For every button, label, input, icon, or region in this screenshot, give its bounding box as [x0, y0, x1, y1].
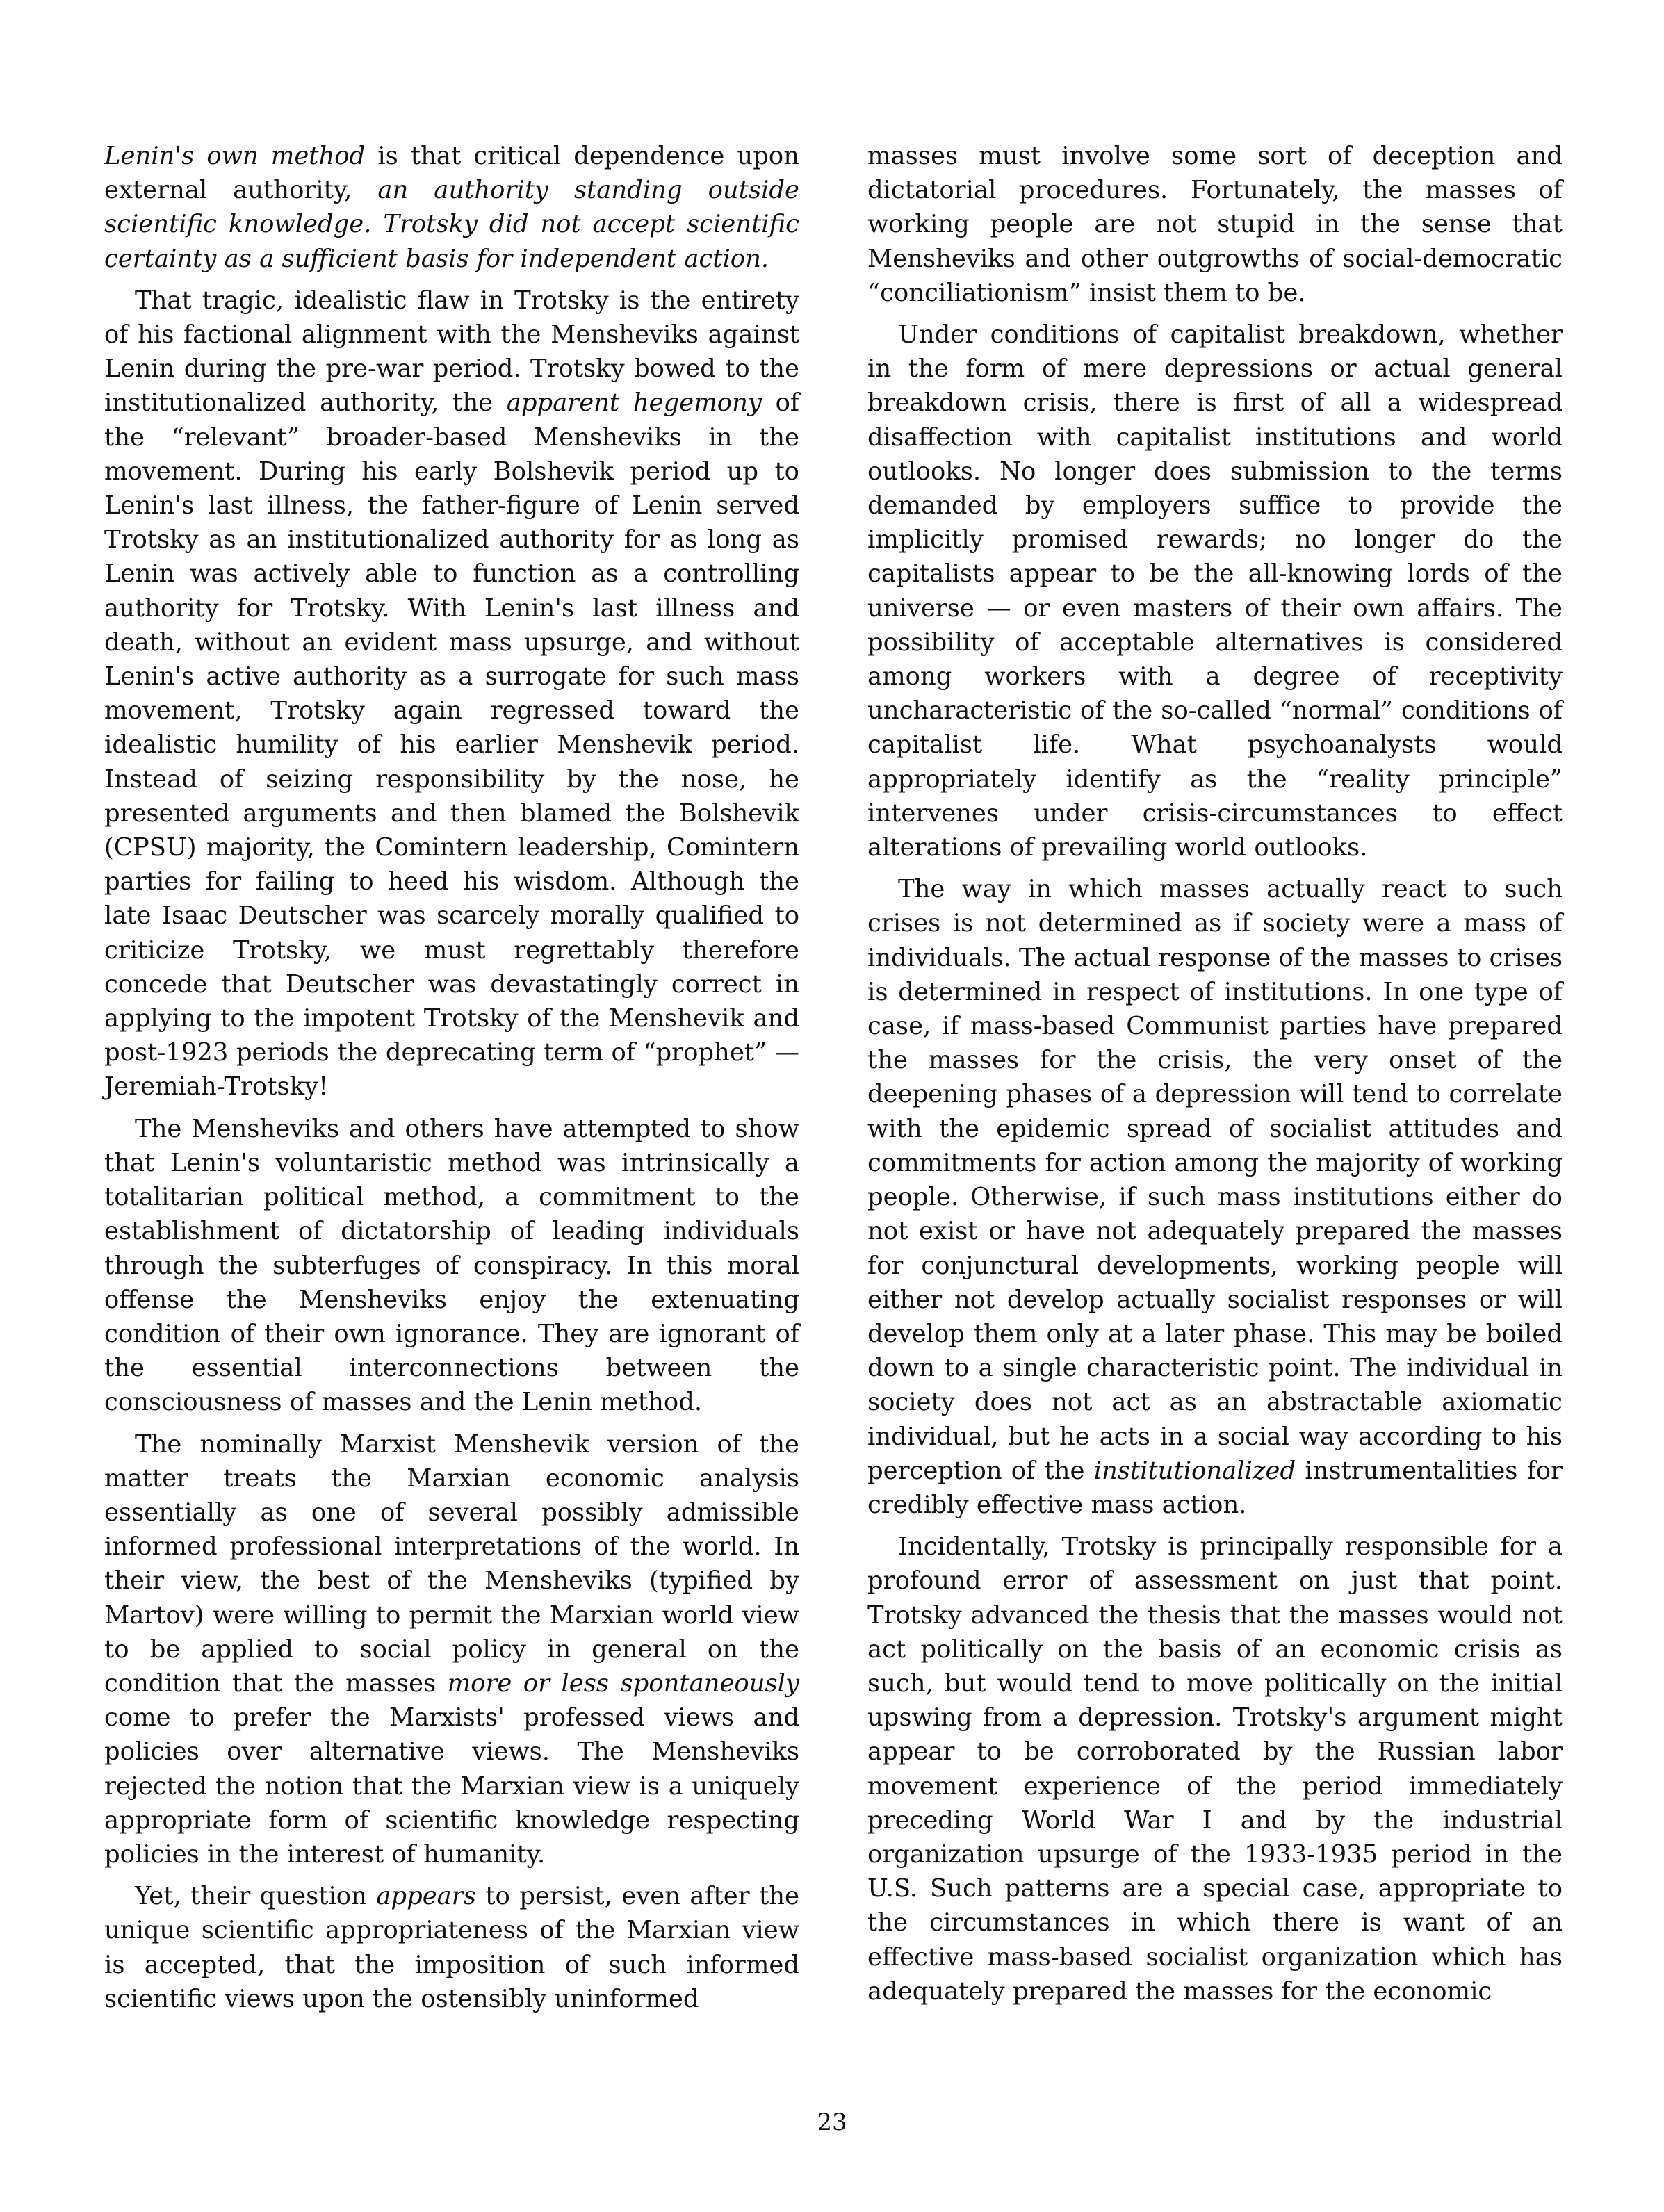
text-run: Yet, their question: [135, 1882, 377, 1911]
paragraph: [104, 1427, 799, 1872]
text-run: institutionalized: [1093, 1456, 1296, 1485]
paragraph: [104, 1879, 799, 2016]
text-run: masses must involve some sort of deception and dictatorial procedures. Fortunately, the masses of working people are not stupid in the sense that Mensheviks and other outgrowths of social-democratic “conciliationism” insist them to be.: [867, 142, 1563, 307]
paragraph: [867, 872, 1563, 1522]
text-run: appears: [376, 1882, 476, 1911]
right-text-column: [867, 139, 1563, 2016]
text-run: Lenin's own method: [104, 142, 366, 170]
text-run: more or less spontaneously: [447, 1669, 799, 1698]
text-run: instrumentalities for credibly effective mass action.: [867, 1456, 1563, 1519]
paragraph: [104, 139, 799, 276]
text-run: come to prefer the Marxists' professed views and policies over alternative views. The Mensheviks rejected the notion that the Marxian view is a uniquely appropriate form of scientific knowledge respecting policies in the interest of humanity.: [104, 1703, 799, 1869]
paragraph: [867, 1530, 1563, 2008]
paragraph: [104, 1112, 799, 1420]
text-run: Under conditions of capitalist breakdown, whether in the form of mere depressions or actual general breakdown crisis, there is first of all a widespread disaffection with capitalist institutions and world outlooks. No longer does submission to the terms demanded by employers suffice to provide the implicitly promised rewards; no longer do the capitalists appear to be the all-knowing lords of the universe — or even masters of their own affairs. The possibility of acceptable alternatives is considered among workers with a degree of receptivity uncharacteristic of the so-called “normal” conditions of capitalist life. What psychoanalysts would appropriately identify as the “reality principle” intervenes under crisis-circumstances to effect alterations of prevailing world outlooks.: [867, 320, 1563, 862]
text-run: The way in which masses actually react to such crises is not determined as if society were a mass of individuals. The actual response of the masses to crises is determined in respect of institutions. In one type of case, if mass-based Communist parties have prepared the masses for the crisis, the very onset of the deepening phases of a depression will tend to correlate with the epidemic spread of socialist attitudes and commitments for action among the majority of working people. Otherwise, if such mass institutions either do not exist or have not adequately prepared the masses for conjunctural developments, working people will either not develop actually socialist responses or will develop them only at a later phase. This may be boiled down to a single characteristic point. The individual in society does not act as an abstractable axiomatic individual, but he acts in a social way according to his perception of the: [867, 875, 1563, 1485]
text-run: The nominally Marxist Menshevik version of the matter treats the Marxian economic analysis essentially as one of several possibly admissible informed professional interpretations of the world. In their view, the best of the Mensheviks (typified by Martov) were willing to permit the Marxian world view to be applied to social policy in general on the condition that the masses: [104, 1429, 799, 1698]
text-run: an authority standing outside scientific knowledge. Trotsky did not accept scientific certainty as a sufficient basis for independent action.: [104, 176, 799, 273]
paragraph: [104, 284, 799, 1104]
text-run: of the “relevant” broader-based Mensheviks in the movement. During his early Bolshevik period up to Lenin's last illness, the father-figure of Lenin served Trotsky as an institutionalized authority for as long as Lenin was actively able to function as a controlling authority for Trotsky. With Lenin's last illness and death, without an evident mass upsurge, and without Lenin's active authority as a surrogate for such mass movement, Trotsky again regressed toward the idealistic humility of his earlier Menshevik period. Instead of seizing responsibility by the nose, he presented arguments and then blamed the Bolshevik (CPSU) majority, the Comintern leadership, Comintern parties for failing to heed his wisdom. Although the late Isaac Deutscher was scarcely morally qualified to criticize Trotsky, we must regrettably therefore concede that Deutscher was devastatingly correct in applying to the impotent Trotsky of the Menshevik and post-1923 periods the deprecating term of “prophet” — Jeremiah-Trotsky!: [104, 388, 799, 1101]
text-run: is that critical dependence upon external authority,: [104, 142, 799, 205]
text-run: to persist, even after the unique scientific appropriateness of the Marxian view is accepted, that the imposition of such informed scientific views upon the ostensibly uninformed: [104, 1882, 799, 2013]
text-run: That tragic, idealistic flaw in Trotsky is the entirety of his factional alignment with the Mensheviks against Lenin during the pre-war period. Trotsky bowed to the institutionalized authority, the: [104, 286, 799, 418]
text-run: The Mensheviks and others have attempted to show that Lenin's voluntaristic method was intrinsically a totalitarian political method, a commitment to the establishment of dictatorship of leading individuals through the subterfuges of conspiracy. In this moral offense the Mensheviks enjoy the extenuating condition of their own ignorance. They are ignorant of the essential interconnections between the consciousness of masses and the Lenin method.: [104, 1114, 799, 1417]
paragraph: [867, 318, 1563, 865]
left-text-column: [104, 139, 799, 2024]
text-run: apparent hegemony: [506, 388, 762, 418]
paragraph: [867, 139, 1563, 310]
text-run: Incidentally, Trotsky is principally responsible for a profound error of assessment on just that point. Trotsky advanced the thesis that the masses would not act politically on the basis of an economic crisis as such, but would tend to move politically on the initial upswing from a depression. Trotsky's argument might appear to be corroborated by the Russian labor movement experience of the period immediately preceding World War I and by the industrial organization upsurge of the 1933-1935 period in the U.S. Such patterns are a special case, appropriate to the circumstances in which there is want of an effective mass-based socialist organization which has adequately prepared the masses for the economic: [867, 1532, 1563, 2006]
page-number: 23: [817, 2108, 847, 2136]
